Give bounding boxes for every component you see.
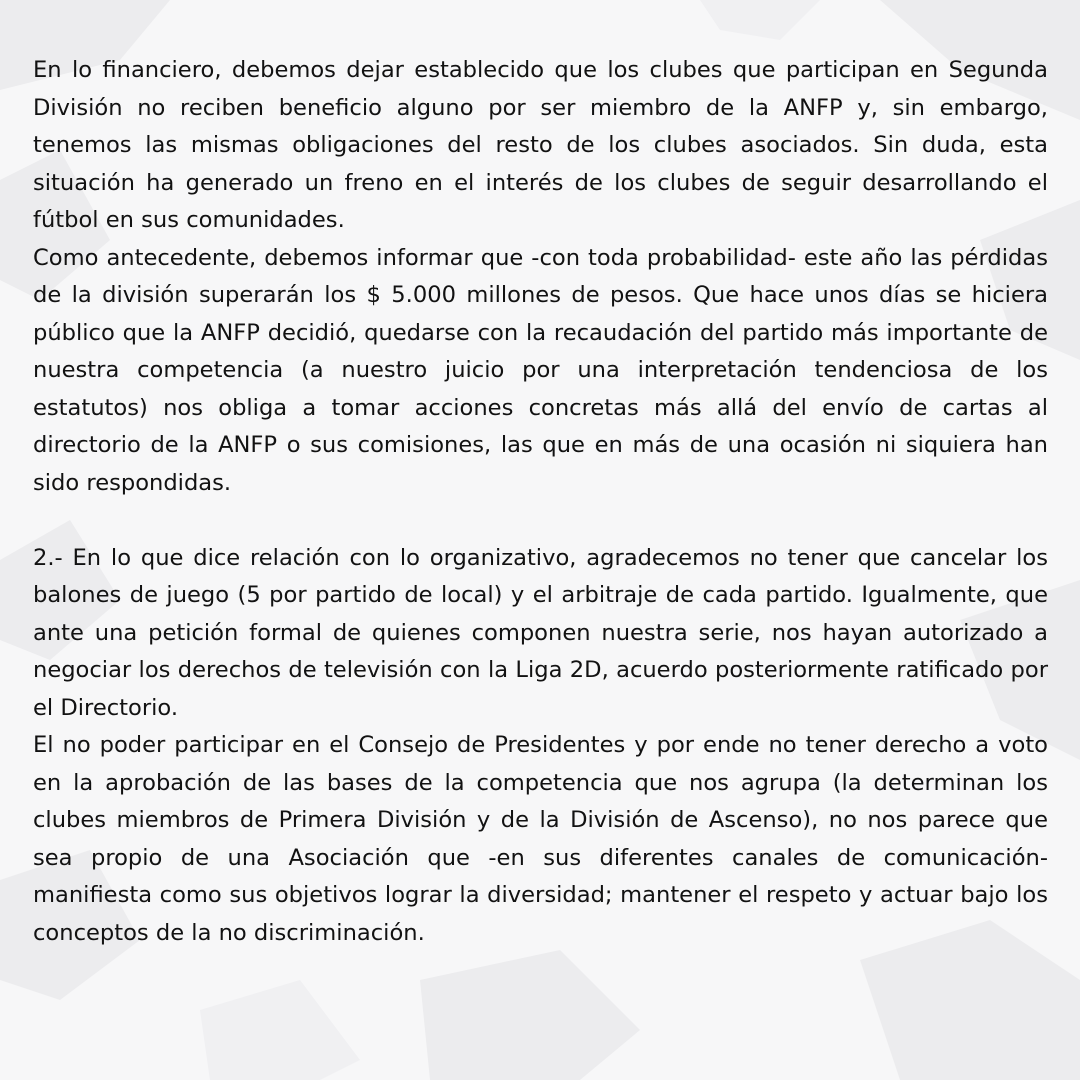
paragraph-gap xyxy=(33,502,1048,540)
paragraph-background: Como antecedente, debemos informar que -con toda probabilidad- este año las pérdidas de la división superarán los $ 5.000 millones de pesos. Que hace unos días se hiciera público que la ANFP decidió, quedarse con la recaudación del partido más importante de nuestra competencia (a nuestro juicio por una interpretación tendenciosa de los estatutos) nos obliga a tomar acciones concretas más allá del envío de cartas al directorio de la ANFP o sus comisiones, las que en más de una ocasión ni siquiera han sido respondidas. xyxy=(33,244,1048,496)
paragraph-financial: En lo financiero, debemos dejar establecido que los clubes que participan en Segunda División no reciben beneficio alguno por ser miembro de la ANFP y, sin embargo, tenemos las mismas obligaciones del resto de los clubes asociados. Sin duda, esta situación ha generado un freno en el interés de los clubes de seguir desarrollando el fútbol en sus comunidades. xyxy=(33,57,1048,233)
paragraph-organizational: 2.- En lo que dice relación con lo organizativo, agradecemos no tener que cancelar los balones de juego (5 por partido de local) y el arbitraje de cada partido. Igualmente, que ante una petición formal de quienes componen nuestra serie, nos hayan autorizado a negociar los derechos de televisión con la Liga 2D, acuerdo posteriormente ratificado por el Directorio. xyxy=(33,544,1048,721)
paragraph-council: El no poder participar en el Consejo de Presidentes y por ende no tener derecho a voto en la aprobación de las bases de la competencia que nos agrupa (la determinan los clubes miembros de Primera División y de la División de Ascenso), no nos parece que sea propio de una Asociación que -en sus diferentes canales de comunicación- manifiesta como sus objetivos lograr la diversidad; mantener el respeto y actuar bajo los conceptos de la no discriminación. xyxy=(33,732,1048,946)
document-body xyxy=(33,52,1048,952)
